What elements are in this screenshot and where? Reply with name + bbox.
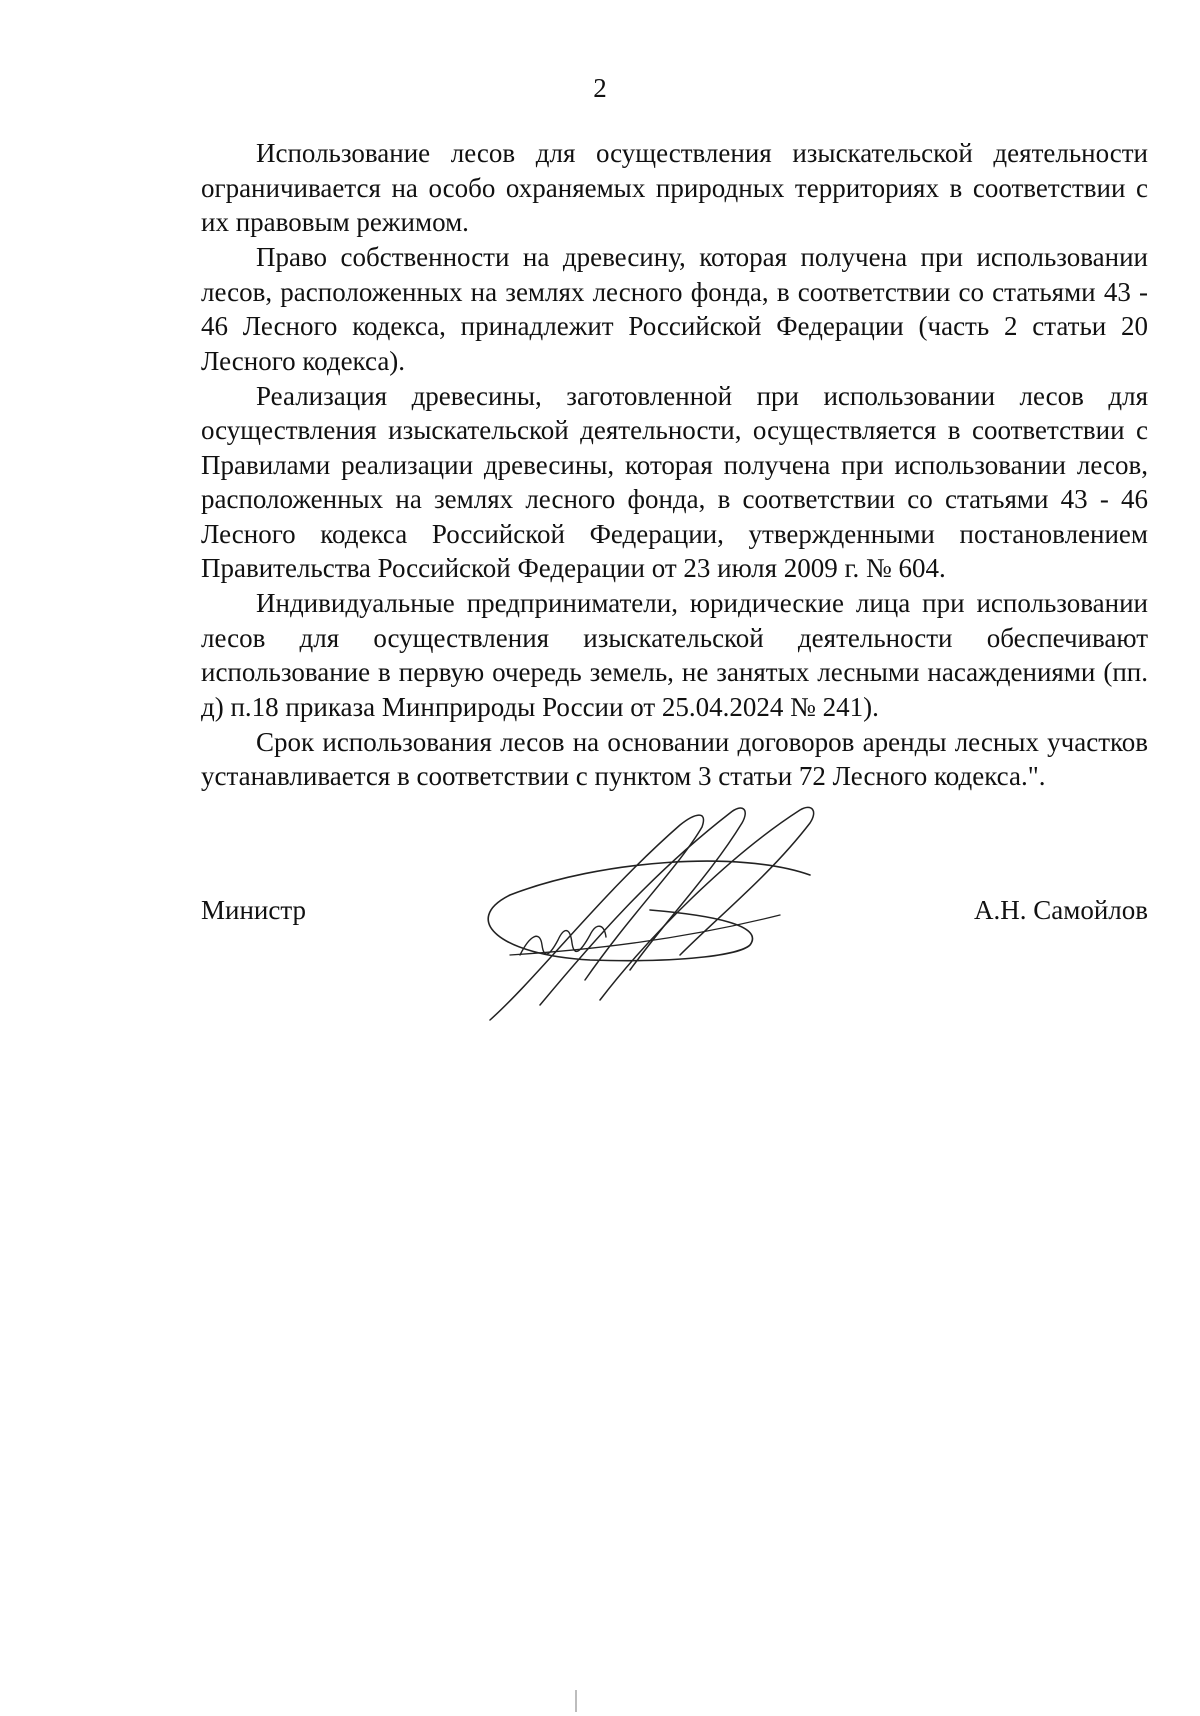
paragraph-timber-sale: Реализация древесины, заготовленной при использовании лесов для осуществления изыскательской деятельности, осуществляется в соответствии с Правилами реализации древесины, которая получена при использовании лесов, расположенных на землях лесного фонда, в соответствии со статьями 43 - 46 Лесного кодекса Российской Федерации, утвержденными постановлением Правительства Российской Федерации от 23 июля 2009 г. № 604. <box>201 380 1148 583</box>
scan-mark <box>575 1690 577 1712</box>
paragraph-lease-term: Срок использования лесов на основании договоров аренды лесных участков устанавливается в соответствии с пунктом 3 статьи 72 Лесного кодекса.". <box>201 726 1148 791</box>
paragraph-survey-restriction: Использование лесов для осуществления изыскательской деятельности ограничивается на особо охраняемых природных территориях в соответствии с их правовым режимом. <box>201 138 1148 237</box>
signature-stroke-2 <box>540 808 745 1005</box>
document-body <box>201 136 1148 794</box>
page-number: 2 <box>593 73 607 103</box>
signature-stroke-3 <box>600 807 814 1000</box>
handwritten-signature <box>480 805 880 1025</box>
paragraph-land-use-priority: Индивидуальные предприниматели, юридические лица при использовании лесов для осуществления изыскательской деятельности обеспечивают использование в первую очередь земель, не занятых лесными насаждениями (пп. д) п.18 приказа Минприроды России от 25.04.2024 № 241). <box>201 588 1148 722</box>
paragraph-timber-ownership: Право собственности на древесину, которая получена при использовании лесов, расположенных на землях лесного фонда, в соответствии со статьями 43 - 46 Лесного кодекса, принадлежит Российской Федерации (часть 2 статьи 20 Лесного кодекса). <box>201 242 1148 376</box>
signer-position: Министр <box>201 895 306 925</box>
signer-name: А.Н. Самойлов <box>974 895 1148 925</box>
